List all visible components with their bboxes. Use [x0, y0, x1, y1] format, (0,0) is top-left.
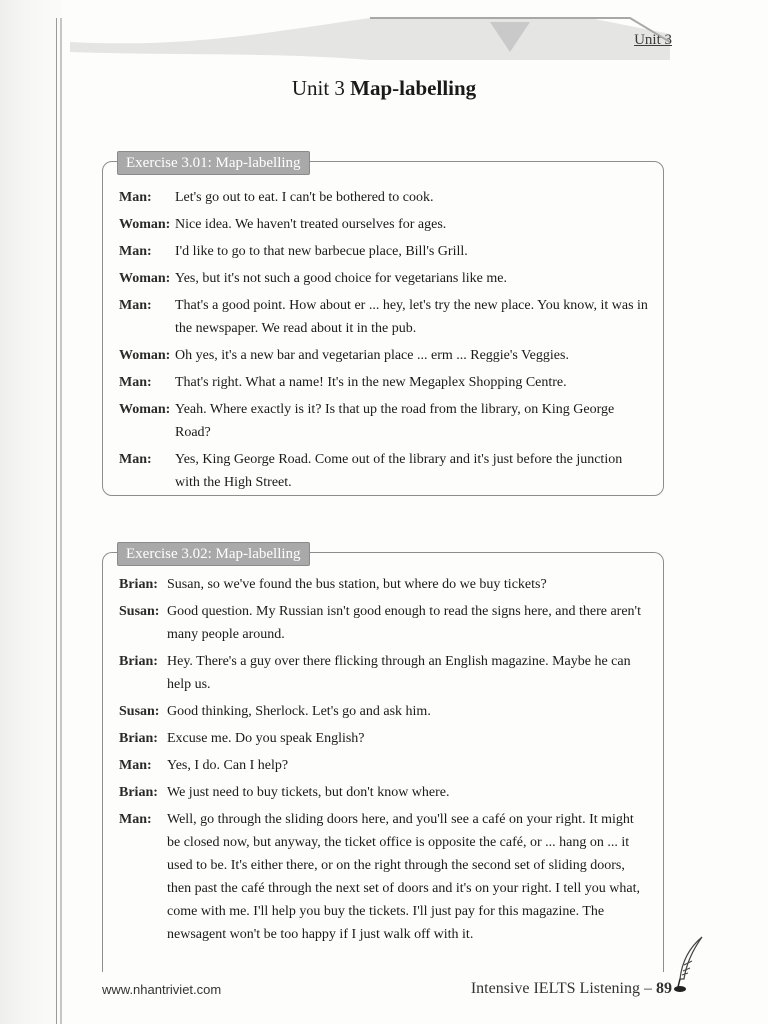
binding-line [60, 18, 62, 1024]
page-title [0, 76, 768, 101]
dialogue-line [119, 781, 649, 804]
speaker: Man: [119, 758, 152, 773]
line-text: Yes, King George Road. Come out of the library and it's just before the junction with the High Street. [175, 452, 623, 490]
line-text: Well, go through the sliding doors here, and you'll see a café on your right. It might be closed now, but anyway, the ticket office is opposite the café, or ... hang on ... it used to be. It's either there, or on the right through the second set of sliding doors, then past the café through the next set of doors and it's on your right. I tell you what, come with me. I'll help you buy the tickets. I'll just pay for this magazine. The newsagent won't be too happy if I just walk off with it. [167, 812, 640, 942]
dialogue-line [119, 294, 649, 340]
footer-book-title [471, 980, 672, 998]
dialogue [119, 186, 649, 498]
header-decoration [70, 12, 670, 60]
speaker: Man: [119, 190, 152, 205]
speaker: Woman: [119, 402, 171, 417]
dialogue-line [119, 808, 649, 946]
dialogue-line [119, 700, 649, 723]
page-number: 89 [656, 980, 672, 997]
line-text: Yes, I do. Can I help? [167, 758, 289, 773]
line-text: Nice idea. We haven't treated ourselves for ages. [175, 217, 447, 232]
speaker: Brian: [119, 577, 158, 592]
speaker: Brian: [119, 731, 158, 746]
exercise-box-3-01 [102, 155, 664, 496]
speaker: Woman: [119, 217, 171, 232]
line-text: Oh yes, it's a new bar and vegetarian place ... erm ... Reggie's Veggies. [175, 348, 569, 363]
speaker: Brian: [119, 785, 158, 800]
dialogue-line [119, 650, 649, 696]
page-binding-edge [0, 0, 62, 1024]
dialogue-line [119, 344, 649, 367]
dialogue-line [119, 398, 649, 444]
line-text: Yes, but it's not such a good choice for vegetarians like me. [175, 271, 507, 286]
unit-name: Map-labelling [350, 76, 477, 100]
speaker: Woman: [119, 271, 171, 286]
speaker: Man: [119, 812, 152, 827]
speaker: Man: [119, 298, 152, 313]
quill-icon [672, 935, 708, 995]
line-text: We just need to buy tickets, but don't know where. [167, 785, 450, 800]
line-text: Hey. There's a guy over there flicking through an English magazine. Maybe he can help us. [167, 654, 631, 692]
dialogue-line [119, 371, 649, 394]
line-text: I'd like to go to that new barbecue place, Bill's Grill. [175, 244, 468, 259]
dialogue-line [119, 267, 649, 290]
dialogue-line [119, 213, 649, 236]
line-text: Excuse me. Do you speak English? [167, 731, 365, 746]
line-text: Let's go out to eat. I can't be bothered to cook. [175, 190, 434, 205]
speaker: Man: [119, 244, 152, 259]
line-text: Good thinking, Sherlock. Let's go and ask him. [167, 704, 431, 719]
exercise-box-3-02 [102, 546, 664, 972]
exercise-label: Exercise 3.01: Map-labelling [117, 151, 310, 175]
speaker: Man: [119, 452, 152, 467]
dialogue-line [119, 573, 649, 596]
dialogue-line [119, 448, 649, 494]
line-text: Yeah. Where exactly is it? Is that up the road from the library, on King George Road? [175, 402, 615, 440]
speaker: Susan: [119, 704, 160, 719]
unit-tag: Unit 3 [634, 32, 672, 48]
dialogue-line [119, 727, 649, 750]
line-text: Good question. My Russian isn't good enough to read the signs here, and there aren't many people around. [167, 604, 641, 642]
book-title: Intensive IELTS Listening – [470, 980, 652, 997]
dialogue [119, 573, 649, 950]
binding-line [56, 18, 57, 1024]
exercise-label: Exercise 3.02: Map-labelling [117, 542, 310, 566]
footer-website: www.nhantriviet.com [102, 982, 222, 997]
speaker: Woman: [119, 348, 171, 363]
speaker: Susan: [119, 604, 160, 619]
speaker: Man: [119, 375, 152, 390]
line-text: That's right. What a name! It's in the new Megaplex Shopping Centre. [175, 375, 567, 390]
dialogue-line [119, 240, 649, 263]
line-text: Susan, so we've found the bus station, but where do we buy tickets? [167, 577, 547, 592]
dialogue-line [119, 600, 649, 646]
unit-number: Unit 3 [291, 76, 345, 100]
line-text: That's a good point. How about er ... hey, let's try the new place. You know, it was in the newspaper. We read about it in the pub. [175, 298, 648, 336]
dialogue-line [119, 186, 649, 209]
speaker: Brian: [119, 654, 158, 669]
dialogue-line [119, 754, 649, 777]
